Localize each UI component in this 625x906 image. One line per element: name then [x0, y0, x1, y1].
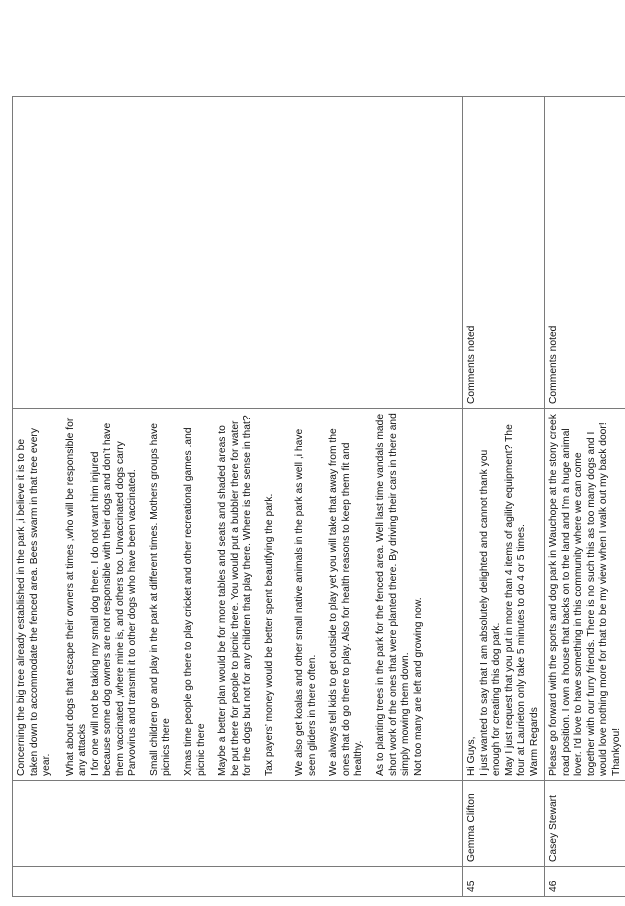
comment-paragraph: We always tell kids to get outside to play yet you will take that away from the ones that do go there to play. Also for health reasons to keep them fit and healthy.: [328, 428, 365, 776]
table-row: [13, 97, 463, 897]
comment-cell: [463, 409, 545, 781]
comments-table: [12, 96, 625, 897]
comment-paragraph: Tax payers’ money would be better spent beautifying the park.: [263, 493, 275, 776]
comment-cell: [545, 409, 625, 781]
comment-paragraph: Small children go and play in the park at different times. Mothers groups have picnics there: [148, 423, 173, 776]
comment-paragraph: Maybe a better plan would be for more tables and seats and shaded areas to be put there for people to picnic there. You would put a bubbler there for water for the dogs but not for any children that play there. Where is the sense in that?: [217, 415, 254, 776]
comment-paragraph: What about dogs that escape their owners at times ,who will be responsible for any attacks: [64, 417, 89, 776]
submitter-name-cell: Casey Stewart: [545, 781, 625, 867]
comment-line: Hi Guys,: [466, 736, 477, 776]
table-row: [545, 97, 625, 897]
comment-paragraph: Not too many are left and growing now.: [412, 597, 424, 776]
comment-cell: [13, 409, 463, 781]
submitter-name-cell: [13, 781, 463, 867]
submitter-name-cell: Gemma Clifton: [463, 781, 545, 867]
table-row: [463, 97, 545, 897]
row-number-cell: 46: [545, 867, 625, 897]
comment-paragraph: I for one will not be taking my small dog there. I do not want him injured because some dog owners are not responsible with their dogs and don’t have them vaccinated ,where mine is, and others too. Unvaccinated dogs carry Parvovirus and transmit it to other dogs who have been vaccinated.: [89, 422, 139, 776]
comment-line: May I just request that you put in more than 4 items of agility equipment? The four at Laurieton only take 5 minutes to do 4 or 5 times.: [503, 424, 528, 776]
comment-paragraph: Concerning the big tree already established in the park ,i believe it is to be taken down to accommodate the fenced area. Bees swarm in that tree every year.: [16, 428, 53, 776]
response-cell: Comments noted: [545, 97, 625, 409]
row-number-cell: 45: [463, 867, 545, 897]
rotated-table-container: [12, 97, 623, 897]
comment-line: Please go forward with the sports and dog park in Wauchope at the stony creek road position. I own a house that backs on to the land and I'm a huge animal lover. I'd love to have something in this community where we can come together with our furry friends. There is no such this as too many dogs and I would love nothing more for that to be my view when I walk out my back door! Thankyou!: [548, 414, 623, 776]
comment-line: I just wanted to say that I am absolutely delighted and cannot thank you enough for creating this dog park.: [478, 449, 503, 776]
comment-paragraph: Xmas time people go there to play cricket and other recreational games .and picnic there: [183, 427, 207, 776]
row-number-cell: [13, 867, 463, 897]
response-cell: Comments noted: [463, 97, 545, 409]
response-cell: [13, 97, 463, 409]
comment-paragraph: We also get koalas and other small native animals in the park as well ,i have seen gliders in there often.: [294, 428, 318, 776]
comment-paragraph: As to planting trees in the park for the fenced area. Well last time vandals made short work of the ones that were planted there. By driving their cars in there and simply mowing them down.: [375, 413, 412, 776]
comment-line: Warm Regards: [528, 707, 540, 776]
